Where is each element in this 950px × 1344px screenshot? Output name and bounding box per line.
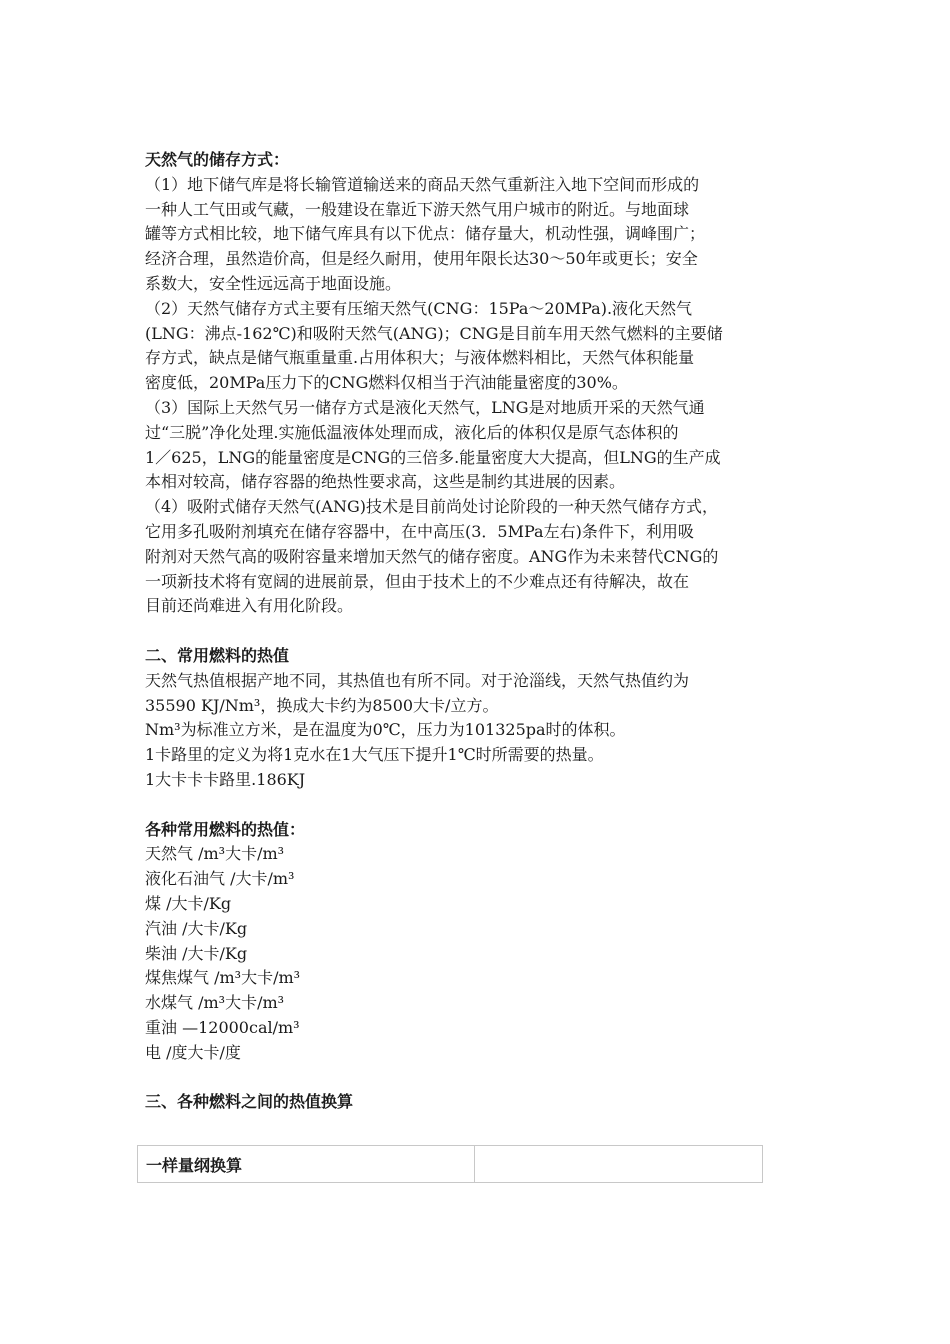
paragraph-line: （1）地下储气库是将长输管道输送来的商品天然气重新注入地下空间而形成的 bbox=[145, 174, 700, 194]
table-cell-empty bbox=[475, 1146, 763, 1183]
fuel-item: 天然气 /m³大卡/m³ bbox=[145, 844, 285, 864]
fuel-item: 柴油 /大卡/Kg bbox=[145, 943, 248, 963]
paragraph-line: 一项新技术将有宽阔的进展前景，但由于技术上的不少难点还有待解决，故在 bbox=[145, 571, 690, 591]
paragraph-line: 本相对较高，储存容器的绝热性要求高，这些是制约其进展的因素。 bbox=[145, 472, 626, 492]
fuel-item: 液化石油气 /大卡/m³ bbox=[145, 869, 295, 889]
section-title-heat-value: 二、常用燃料的热值 bbox=[145, 645, 290, 665]
paragraph-line: 附剂对天然气高的吸附容量来增加天然气的储存密度。ANG作为未来替代CNG的 bbox=[145, 546, 719, 566]
paragraph-line: （2）天然气储存方式主要有压缩天然气(CNG：15Pa～20MPa).液化天然气 bbox=[145, 298, 693, 318]
paragraph-line: 35590 KJ/Nm³，换成大卡约为8500大卡/立方。 bbox=[145, 695, 499, 715]
spacer bbox=[145, 793, 810, 818]
table-cell-header: 一样量纲换算 bbox=[138, 1146, 475, 1183]
paragraph-line: (LNG：沸点-162℃)和吸附天然气(ANG)；CNG是目前车用天然气燃料的主要储 bbox=[145, 323, 723, 343]
paragraph-line: 1卡路里的定义为将1克水在1大气压下提升1℃时所需要的热量。 bbox=[145, 745, 604, 765]
document-body bbox=[145, 148, 810, 1115]
table-row bbox=[138, 1146, 763, 1183]
fuel-item: 煤 /大卡/Kg bbox=[145, 893, 232, 913]
paragraph-line: 存方式，缺点是储气瓶重量重.占用体积大；与液体燃料相比，天然气体积能量 bbox=[145, 348, 695, 368]
paragraph-line: （3）国际上天然气另一储存方式是液化天然气，LNG是对地质开采的天然气通 bbox=[145, 397, 705, 417]
spacer bbox=[145, 619, 810, 644]
paragraph-line: 经济合理，虽然造价高，但是经久耐用，使用年限长达30～50年或更长；安全 bbox=[145, 249, 698, 269]
section-title-conversion: 三、各种燃料之间的热值换算 bbox=[145, 1092, 354, 1112]
paragraph-line: 一种人工气田或气藏，一般建设在靠近下游天然气用户城市的附近。与地面球 bbox=[145, 199, 690, 219]
paragraph-line: 过“三脱”净化处理.实施低温液体处理而成，液化后的体积仅是原气态体积的 bbox=[145, 422, 679, 442]
paragraph-line: 它用多孔吸附剂填充在储存容器中，在中高压(3．5MPa左右)条件下，利用吸 bbox=[145, 521, 694, 541]
paragraph-line: （4）吸附式储存天然气(ANG)技术是目前尚处讨论阶段的一种天然气储存方式， bbox=[145, 497, 719, 517]
section-title-storage: 天然气的储存方式： bbox=[145, 150, 290, 169]
conversion-table bbox=[137, 1145, 763, 1183]
paragraph-line: Nm³为标准立方米，是在温度为0℃，压力为101325pa时的体积。 bbox=[145, 720, 626, 740]
fuel-item: 煤焦煤气 /m³大卡/m³ bbox=[145, 968, 301, 988]
paragraph-line: 1／625，LNG的能量密度是CNG的三倍多.能量密度大大提高，但LNG的生产成 bbox=[145, 447, 721, 467]
paragraph-line: 密度低，20MPa压力下的CNG燃料仅相当于汽油能量密度的30%。 bbox=[145, 373, 628, 393]
paragraph-line: 1大卡卡卡路里.186KJ bbox=[145, 769, 306, 789]
paragraph-line: 天然气热值根据产地不同，其热值也有所不同。对于沧淄线，天然气热值约为 bbox=[145, 670, 690, 690]
section-title-fuel-list: 各种常用燃料的热值： bbox=[145, 819, 306, 839]
spacer bbox=[145, 1065, 810, 1090]
fuel-item: 汽油 /大卡/Kg bbox=[145, 918, 248, 938]
paragraph-line: 目前还尚难进入有用化阶段。 bbox=[145, 596, 354, 616]
fuel-list bbox=[145, 842, 810, 1065]
paragraph-line: 罐等方式相比较，地下储气库具有以下优点：储存量大，机动性强，调峰围广； bbox=[145, 224, 706, 244]
fuel-item: 水煤气 /m³大卡/m³ bbox=[145, 993, 285, 1013]
fuel-item: 电 /度大卡/度 bbox=[145, 1042, 241, 1062]
paragraph-line: 系数大，安全性远远高于地面设施。 bbox=[145, 273, 402, 293]
fuel-item: 重油 —12000cal/m³ bbox=[145, 1017, 300, 1037]
